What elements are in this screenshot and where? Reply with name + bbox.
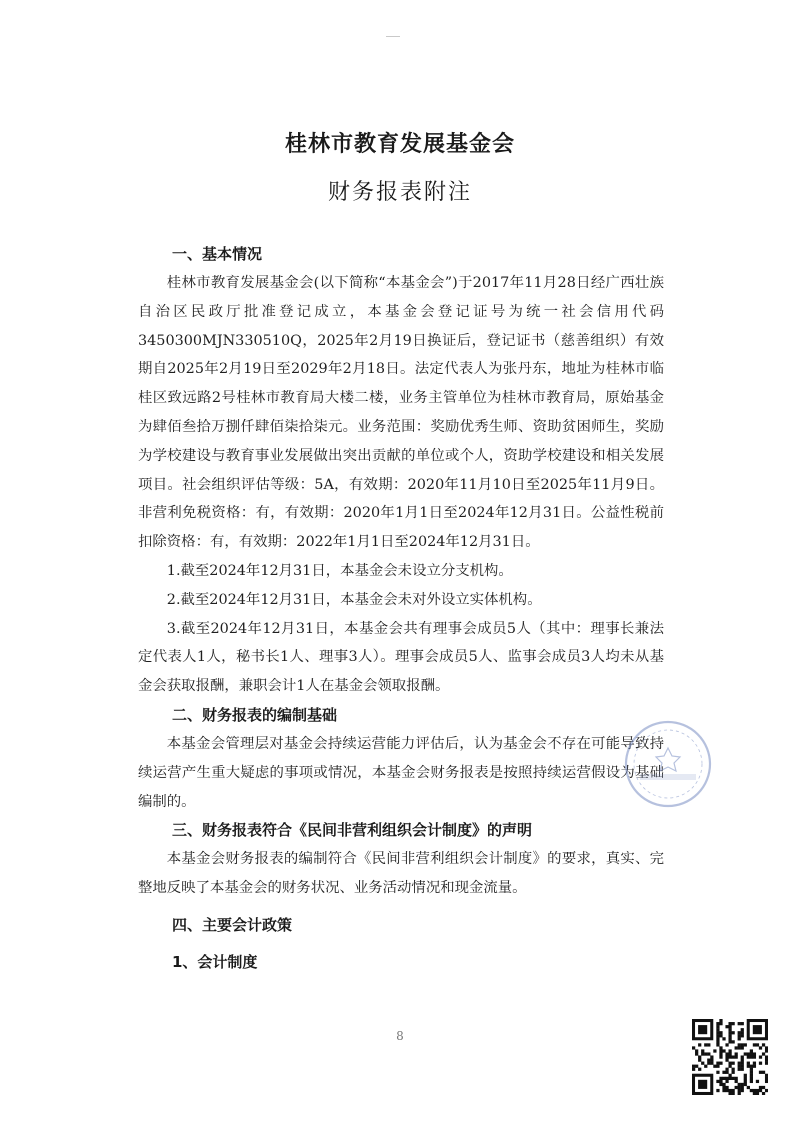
page-number: 8 <box>396 1029 404 1043</box>
scan-mark <box>386 36 400 37</box>
section-heading-preparation-basis: 二、财务报表的编制基础 <box>172 705 338 724</box>
section-heading-compliance: 三、财务报表符合《民间非营利组织会计制度》的声明 <box>172 821 533 840</box>
paragraph-basic-info: 桂林市教育发展基金会(以下简称“本基金会”)于2017年11月28日经广西壮族自治区民政厅批准登记成立，本基金会登记证号为统一社会信用代码3450300MJN330510Q，2025年2月19日换证后，登记证书（慈善组织）有效期自2025年2月19日至2029年2月18日。法定代表人为张丹东，地址为桂林市临桂区致远路2号桂林市教育局大楼二楼，业务主管单位为桂林市教育局，原始基金为肆佰叁拾万捌仟肆佰柒拾柒元。业务范围：奖励优秀生师、资助贫困师生，奖励为学校建设与教育事业发展做出突出贡献的单位或个人，资助学校建设和相关发展项目。社会组织评估等级：5A，有效期：2020年11月10日至2025年11月9日。非营利免税资格：有，有效期：2020年1月1日至2024年12月31日。公益性税前扣除资格：有，有效期：2022年1月1日至2024年12月31日。 <box>138 275 664 551</box>
subsection-heading-accounting-system: 1、会计制度 <box>172 952 258 971</box>
paragraph-entities: 2.截至2024年12月31日，本基金会未对外设立实体机构。 <box>166 591 542 608</box>
document-body <box>138 240 664 977</box>
official-seal-icon <box>618 716 718 812</box>
paragraph-preparation-basis: 本基金会管理层对基金会持续运营能力评估后，认为基金会不存在可能导致持续运营产生重大疑虑的事项或情况，本基金会财务报表是按照持续运营假设为基础编制的。 <box>138 735 664 810</box>
paragraph-compliance: 本基金会财务报表的编制符合《民间非营利组织会计制度》的要求，真实、完整地反映了本基金会的财务状况、业务活动情况和现金流量。 <box>138 851 664 897</box>
document-title: 桂林市教育发展基金会 <box>284 132 515 157</box>
document-subtitle: 财务报表附注 <box>327 180 472 205</box>
section-heading-basic-info: 一、基本情况 <box>172 245 263 263</box>
section-heading-accounting-policies: 四、主要会计政策 <box>172 915 293 934</box>
paragraph-branches: 1.截至2024年12月31日，本基金会未设立分支机构。 <box>166 562 513 579</box>
qr-code-icon[interactable] <box>692 1019 768 1095</box>
paragraph-council: 3.截至2024年12月31日，本基金会共有理事会成员5人（其中：理事长兼法定代表人1人，秘书长1人、理事3人）。理事会成员5人、监事会成员3人均未从基金会获取报酬，兼职会计1人在基金会领取报酬。 <box>138 620 664 695</box>
